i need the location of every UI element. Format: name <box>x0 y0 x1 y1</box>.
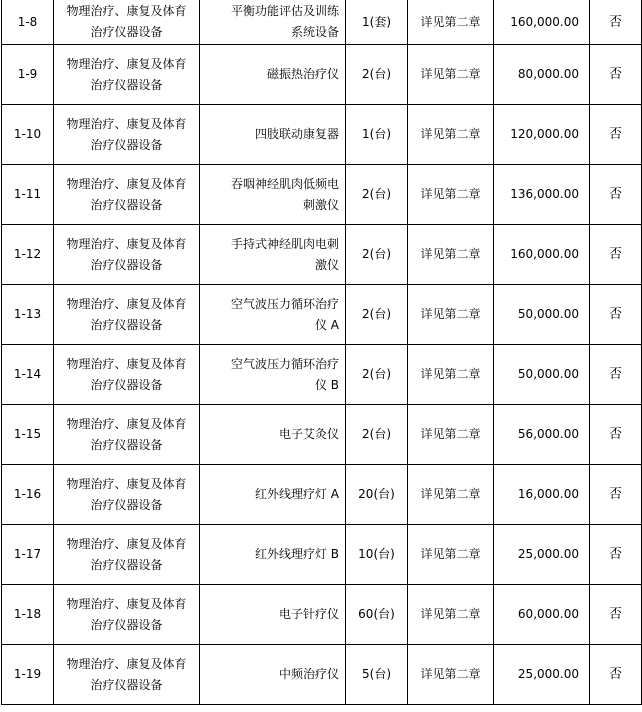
item-category-line: 物理治疗、康复及体育 <box>66 176 187 191</box>
item-price: 136,000.00 <box>494 165 590 225</box>
table-row <box>2 225 642 285</box>
item-name-line: 红外线理疗灯 B <box>254 547 339 561</box>
item-quantity: 2(台) <box>346 45 408 105</box>
item-category <box>54 645 200 705</box>
item-flag: 否 <box>590 285 642 345</box>
item-spec: 详见第二章 <box>408 0 494 45</box>
item-name-line: 电子针疗仪 <box>278 607 339 621</box>
item-name-line: 仪 B <box>314 377 339 392</box>
item-category-line: 治疗仪器设备 <box>90 617 163 632</box>
item-spec: 详见第二章 <box>408 405 494 465</box>
item-spec: 详见第二章 <box>408 345 494 405</box>
table-row <box>2 0 642 45</box>
item-number: 1-14 <box>2 345 54 405</box>
item-category-line: 物理治疗、康复及体育 <box>66 536 187 551</box>
item-spec: 详见第二章 <box>408 285 494 345</box>
table-row <box>2 465 642 525</box>
item-spec: 详见第二章 <box>408 105 494 165</box>
table-row <box>2 345 642 405</box>
item-number: 1-8 <box>2 0 54 45</box>
item-number: 1-19 <box>2 645 54 705</box>
item-flag: 否 <box>590 165 642 225</box>
item-number: 1-16 <box>2 465 54 525</box>
item-name-line: 电子艾灸仪 <box>278 427 339 441</box>
table-row <box>2 165 642 225</box>
item-category <box>54 465 200 525</box>
item-number: 1-12 <box>2 225 54 285</box>
item-category-line: 治疗仪器设备 <box>90 317 163 332</box>
item-name <box>200 465 346 525</box>
item-category <box>54 345 200 405</box>
item-price: 60,000.00 <box>494 585 590 645</box>
item-category-line: 物理治疗、康复及体育 <box>66 356 187 371</box>
item-category-line: 物理治疗、康复及体育 <box>66 596 187 611</box>
item-name-line: 系统设备 <box>290 25 339 39</box>
item-category-line: 治疗仪器设备 <box>90 557 163 572</box>
item-category-line: 治疗仪器设备 <box>90 137 163 152</box>
item-category <box>54 525 200 585</box>
item-category-line: 治疗仪器设备 <box>90 497 163 512</box>
item-number: 1-18 <box>2 585 54 645</box>
item-quantity: 20(台) <box>346 465 408 525</box>
item-name <box>200 405 346 465</box>
item-price: 25,000.00 <box>494 645 590 705</box>
item-name-line: 空气波压力循环治疗 <box>230 356 339 371</box>
item-category <box>54 105 200 165</box>
item-spec: 详见第二章 <box>408 585 494 645</box>
item-category-line: 物理治疗、康复及体育 <box>66 116 187 131</box>
item-name-line: 激仪 <box>314 257 339 272</box>
item-quantity: 5(台) <box>346 645 408 705</box>
item-quantity: 1(套) <box>346 0 408 45</box>
item-flag: 否 <box>590 465 642 525</box>
item-price: 16,000.00 <box>494 465 590 525</box>
item-name <box>200 45 346 105</box>
table-body <box>2 0 642 705</box>
item-flag: 否 <box>590 585 642 645</box>
item-category-line: 治疗仪器设备 <box>90 377 163 392</box>
item-flag: 否 <box>590 405 642 465</box>
item-spec: 详见第二章 <box>408 465 494 525</box>
table-row <box>2 285 642 345</box>
item-price: 160,000.00 <box>494 0 590 45</box>
item-category <box>54 165 200 225</box>
item-name-line: 四肢联动康复器 <box>254 127 339 141</box>
item-number: 1-13 <box>2 285 54 345</box>
item-flag: 否 <box>590 525 642 585</box>
item-name-line: 吞咽神经肌肉低频电 <box>230 176 339 191</box>
item-quantity: 2(台) <box>346 405 408 465</box>
item-category-line: 物理治疗、康复及体育 <box>66 416 187 431</box>
table-row <box>2 585 642 645</box>
item-name-line: 手持式神经肌肉电刺 <box>230 236 339 251</box>
item-name-line: 刺激仪 <box>302 197 339 212</box>
item-name <box>200 285 346 345</box>
item-number: 1-10 <box>2 105 54 165</box>
item-name-line: 中频治疗仪 <box>278 667 339 681</box>
item-category <box>54 405 200 465</box>
item-flag: 否 <box>590 45 642 105</box>
table-row <box>2 45 642 105</box>
equipment-table <box>1 0 642 705</box>
item-spec: 详见第二章 <box>408 645 494 705</box>
item-category-line: 物理治疗、康复及体育 <box>66 476 187 491</box>
item-quantity: 60(台) <box>346 585 408 645</box>
item-flag: 否 <box>590 345 642 405</box>
item-category-line: 物理治疗、康复及体育 <box>66 4 187 18</box>
item-category-line: 治疗仪器设备 <box>90 257 163 272</box>
item-price: 160,000.00 <box>494 225 590 285</box>
item-category <box>54 225 200 285</box>
item-category <box>54 0 200 45</box>
item-quantity: 2(台) <box>346 285 408 345</box>
item-price: 50,000.00 <box>494 285 590 345</box>
item-spec: 详见第二章 <box>408 45 494 105</box>
item-name-line: 磁振热治疗仪 <box>266 67 339 81</box>
table-row <box>2 525 642 585</box>
item-price: 120,000.00 <box>494 105 590 165</box>
item-name <box>200 525 346 585</box>
item-category-line: 治疗仪器设备 <box>90 437 163 452</box>
table-row <box>2 645 642 705</box>
item-name-line: 平衡功能评估及训练 <box>230 4 339 18</box>
table-row <box>2 105 642 165</box>
item-category-line: 治疗仪器设备 <box>90 25 163 39</box>
item-flag: 否 <box>590 225 642 285</box>
item-spec: 详见第二章 <box>408 525 494 585</box>
item-category-line: 治疗仪器设备 <box>90 197 163 212</box>
item-name <box>200 165 346 225</box>
item-quantity: 1(台) <box>346 105 408 165</box>
item-price: 56,000.00 <box>494 405 590 465</box>
item-category-line: 物理治疗、康复及体育 <box>66 296 187 311</box>
item-name <box>200 345 346 405</box>
item-spec: 详见第二章 <box>408 165 494 225</box>
item-number: 1-9 <box>2 45 54 105</box>
item-number: 1-15 <box>2 405 54 465</box>
item-name-line: 空气波压力循环治疗 <box>230 296 339 311</box>
item-spec: 详见第二章 <box>408 225 494 285</box>
item-flag: 否 <box>590 105 642 165</box>
item-quantity: 2(台) <box>346 345 408 405</box>
item-price: 50,000.00 <box>494 345 590 405</box>
item-number: 1-17 <box>2 525 54 585</box>
item-name <box>200 0 346 45</box>
item-name <box>200 585 346 645</box>
item-category-line: 治疗仪器设备 <box>90 77 163 92</box>
item-name <box>200 105 346 165</box>
item-name <box>200 645 346 705</box>
item-category-line: 物理治疗、康复及体育 <box>66 236 187 251</box>
item-price: 25,000.00 <box>494 525 590 585</box>
item-price: 80,000.00 <box>494 45 590 105</box>
item-category <box>54 585 200 645</box>
item-number: 1-11 <box>2 165 54 225</box>
item-quantity: 2(台) <box>346 225 408 285</box>
item-flag: 否 <box>590 0 642 45</box>
item-quantity: 2(台) <box>346 165 408 225</box>
item-category <box>54 45 200 105</box>
item-category-line: 物理治疗、康复及体育 <box>66 56 187 71</box>
item-category-line: 物理治疗、康复及体育 <box>66 656 187 671</box>
item-category-line: 治疗仪器设备 <box>90 677 163 692</box>
table-row <box>2 405 642 465</box>
item-quantity: 10(台) <box>346 525 408 585</box>
item-name-line: 仪 A <box>314 317 339 332</box>
item-name <box>200 225 346 285</box>
item-category <box>54 285 200 345</box>
item-name-line: 红外线理疗灯 A <box>254 487 339 501</box>
item-flag: 否 <box>590 645 642 705</box>
